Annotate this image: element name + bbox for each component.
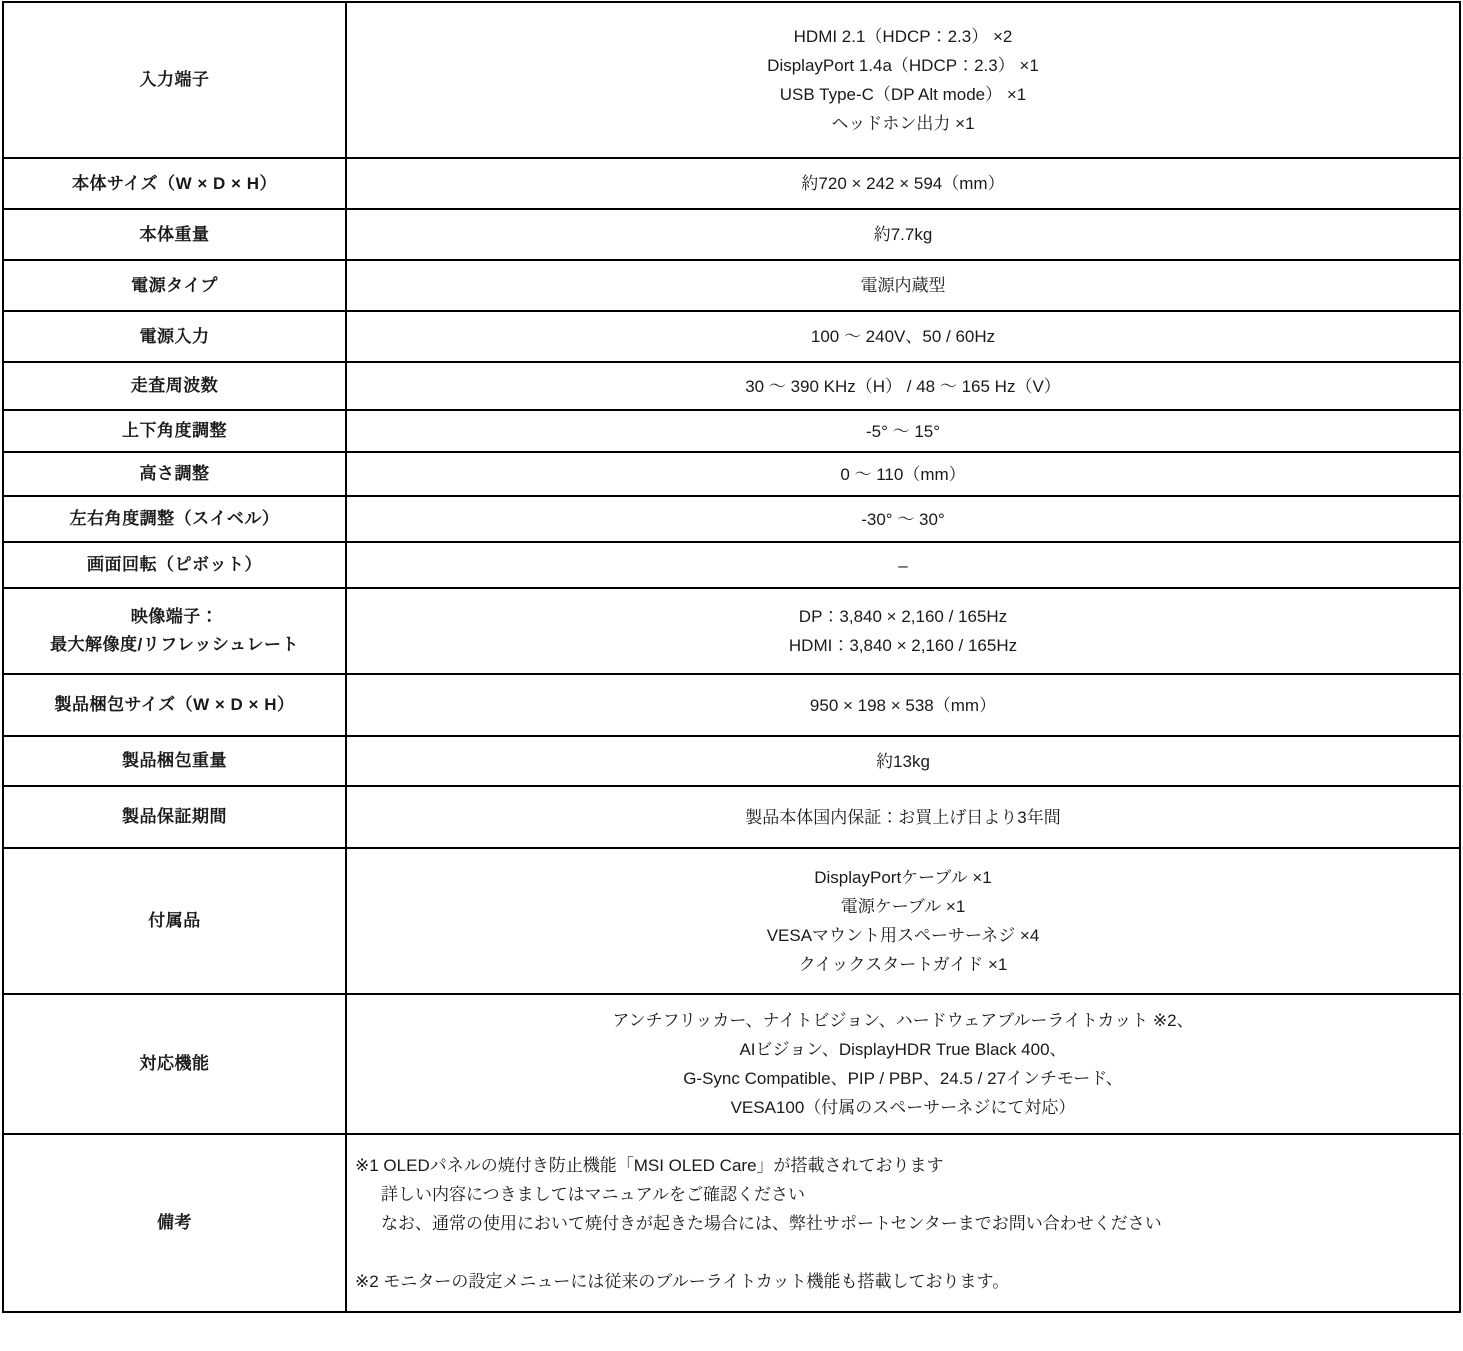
spec-value-line: 30 ～ 390 KHz（H） / 48 ～ 165 Hz（V） xyxy=(745,376,1061,396)
spec-row xyxy=(3,786,1460,848)
spec-label-cell xyxy=(3,311,346,362)
spec-value-line: HDMI：3,840 × 2,160 / 165Hz xyxy=(788,636,1018,655)
spec-label-line: 最大解像度/リフレッシュレート xyxy=(49,635,300,654)
spec-value-cell xyxy=(346,994,1460,1134)
spec-label-cell xyxy=(3,2,346,158)
spec-value-line: DisplayPort 1.4a（HDCP：2.3） ×1 xyxy=(767,56,1039,75)
spec-row xyxy=(3,994,1460,1134)
spec-row xyxy=(3,452,1460,496)
spec-label-line: 入力端子 xyxy=(139,70,210,89)
spec-label-cell xyxy=(3,260,346,311)
spec-label-cell xyxy=(3,362,346,410)
spec-value-cell xyxy=(346,260,1460,311)
spec-value-cell xyxy=(346,452,1460,496)
spec-row xyxy=(3,260,1460,311)
spec-row xyxy=(3,674,1460,736)
spec-value-line: クイックスタートガイド ×1 xyxy=(798,955,1008,974)
spec-value-cell xyxy=(346,496,1460,542)
spec-value-line: なお、通常の使用において焼付きが起きた場合には、弊社サポートセンターまでお問い合わせください xyxy=(381,1213,1162,1233)
spec-label-cell xyxy=(3,452,346,496)
spec-value-cell xyxy=(346,209,1460,260)
spec-row xyxy=(3,496,1460,542)
spec-value-cell xyxy=(346,362,1460,410)
spec-label-cell xyxy=(3,674,346,736)
spec-table-body xyxy=(3,2,1460,1312)
spec-row xyxy=(3,736,1460,786)
spec-value-cell xyxy=(346,158,1460,209)
spec-value-line: G-Sync Compatible、PIP / PBP、24.5 / 27インチモード、 xyxy=(683,1069,1123,1088)
spec-value-cell xyxy=(346,542,1460,588)
spec-row xyxy=(3,1134,1460,1312)
spec-label-line: 画面回転（ピボット） xyxy=(87,555,262,574)
spec-row xyxy=(3,2,1460,158)
spec-value-line: DP：3,840 × 2,160 / 165Hz xyxy=(798,607,1008,626)
spec-value-line: ※2 モニターの設定メニューには従来のブルーライトカット機能も搭載しております。 xyxy=(355,1271,1010,1291)
spec-value-cell xyxy=(346,674,1460,736)
spec-label-cell xyxy=(3,786,346,848)
spec-value-line: 詳しい内容につきましてはマニュアルをご確認ください xyxy=(381,1184,805,1204)
spec-label-cell xyxy=(3,209,346,260)
spec-value-line: HDMI 2.1（HDCP：2.3） ×2 xyxy=(793,27,1013,46)
spec-value-line: – xyxy=(898,555,908,575)
spec-row xyxy=(3,311,1460,362)
spec-row xyxy=(3,588,1460,674)
spec-label-line: 製品保証期間 xyxy=(122,807,227,826)
spec-label-line: 電源入力 xyxy=(139,326,210,346)
spec-label-cell xyxy=(3,410,346,452)
spec-label-line: 高さ調整 xyxy=(139,464,210,483)
spec-label-cell xyxy=(3,1134,346,1312)
spec-value-cell xyxy=(346,2,1460,158)
spec-value-line: 約7.7kg xyxy=(873,225,933,244)
spec-value-line: ※1 OLEDパネルの焼付き防止機能「MSI OLED Care」が搭載されております xyxy=(355,1155,944,1175)
spec-value-line: 約13kg xyxy=(876,751,930,771)
spec-label-line: 映像端子： xyxy=(130,607,219,626)
spec-label-line: 左右角度調整（スイベル） xyxy=(69,509,280,528)
spec-value-cell xyxy=(346,311,1460,362)
spec-label-cell xyxy=(3,158,346,209)
spec-row xyxy=(3,209,1460,260)
spec-value-line: USB Type-C（DP Alt mode） ×1 xyxy=(779,85,1027,104)
spec-label-cell xyxy=(3,542,346,588)
spec-row xyxy=(3,542,1460,588)
spec-value-cell xyxy=(346,588,1460,674)
spec-value-line xyxy=(355,1238,1453,1267)
spec-value-line: ヘッドホン出力 ×1 xyxy=(831,114,975,133)
spec-label-line: 走査周波数 xyxy=(130,376,219,395)
spec-value-line: VESA100（付属のスペーサーネジにて対応） xyxy=(730,1098,1076,1117)
spec-label-line: 付属品 xyxy=(148,911,201,930)
spec-value-cell xyxy=(346,786,1460,848)
spec-label-cell xyxy=(3,994,346,1134)
spec-row xyxy=(3,158,1460,209)
spec-label-line: 本体重量 xyxy=(139,224,210,244)
spec-label-cell xyxy=(3,848,346,994)
spec-label-line: 上下角度調整 xyxy=(122,421,227,440)
spec-value-line: 電源内蔵型 xyxy=(860,276,946,295)
spec-value-line: 電源ケーブル ×1 xyxy=(840,897,966,916)
spec-label-line: 製品梱包サイズ（W × D × H） xyxy=(54,695,295,714)
spec-value-line: -5° ～ 15° xyxy=(865,421,941,441)
spec-label-cell xyxy=(3,496,346,542)
spec-label-line: 製品梱包重量 xyxy=(122,751,227,770)
spec-value-line: DisplayPortケーブル ×1 xyxy=(814,868,992,887)
spec-value-cell xyxy=(346,848,1460,994)
spec-label-line: 電源タイプ xyxy=(131,275,218,295)
spec-value-line: 約720 × 242 × 594（mm） xyxy=(801,174,1005,193)
spec-value-line: AIビジョン、DisplayHDR True Black 400、 xyxy=(739,1040,1067,1059)
spec-value-line: 製品本体国内保証：お買上げ日より3年間 xyxy=(745,807,1061,827)
spec-label-cell xyxy=(3,736,346,786)
spec-value-line: VESAマウント用スペーサーネジ ×4 xyxy=(766,926,1040,945)
spec-row xyxy=(3,410,1460,452)
spec-row xyxy=(3,848,1460,994)
spec-label-line: 対応機能 xyxy=(139,1054,210,1073)
spec-label-line: 本体サイズ（W × D × H） xyxy=(72,173,277,193)
spec-value-cell xyxy=(346,410,1460,452)
spec-value-line: 0 ～ 110（mm） xyxy=(840,464,966,484)
spec-label-cell xyxy=(3,588,346,674)
product-spec-table xyxy=(2,1,1461,1313)
spec-value-line: 100 ～ 240V、50 / 60Hz xyxy=(810,327,996,346)
spec-value-line: -30° ～ 30° xyxy=(861,509,945,529)
spec-row xyxy=(3,362,1460,410)
spec-value-cell xyxy=(346,1134,1460,1312)
spec-value-cell xyxy=(346,736,1460,786)
spec-value-line: 950 × 198 × 538（mm） xyxy=(809,695,997,715)
spec-value-line: アンチフリッカー、ナイトビジョン、ハードウェアブルーライトカット ※2、 xyxy=(612,1011,1194,1030)
spec-label-line: 備考 xyxy=(157,1213,192,1232)
